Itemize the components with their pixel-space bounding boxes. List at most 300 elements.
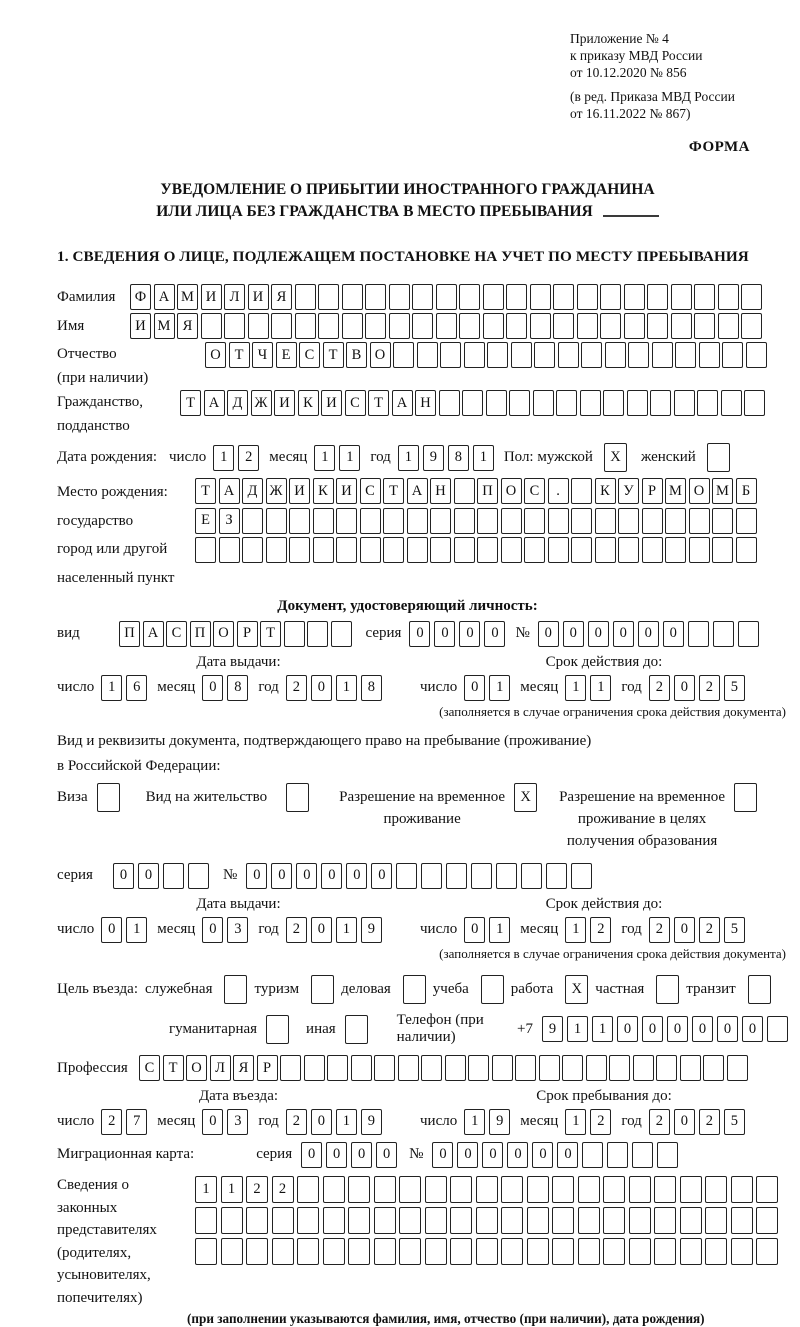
char-box[interactable] [481, 975, 504, 1004]
char-box[interactable]: 2 [590, 1109, 611, 1135]
char-box[interactable] [224, 313, 245, 339]
char-box[interactable]: А [219, 478, 240, 504]
char-box[interactable]: М [665, 478, 686, 504]
char-box[interactable]: А [392, 390, 413, 416]
char-box[interactable] [656, 975, 679, 1004]
char-box[interactable] [665, 537, 686, 563]
char-box[interactable] [195, 1238, 217, 1265]
char-box[interactable]: А [204, 390, 225, 416]
char-box[interactable]: 0 [674, 917, 695, 943]
char-box[interactable]: 0 [717, 1016, 738, 1042]
char-box[interactable] [705, 1176, 727, 1203]
char-box[interactable] [534, 342, 555, 368]
char-box[interactable]: 1 [489, 675, 510, 701]
char-box[interactable]: 0 [557, 1142, 578, 1168]
char-box[interactable] [477, 537, 498, 563]
char-box[interactable] [680, 1207, 702, 1234]
char-box[interactable]: 0 [371, 863, 392, 889]
char-box[interactable] [586, 1055, 607, 1081]
char-box[interactable]: 9 [423, 445, 444, 471]
char-box[interactable]: Т [323, 342, 344, 368]
char-box[interactable]: 0 [326, 1142, 347, 1168]
char-box[interactable] [454, 537, 475, 563]
char-box[interactable] [603, 1238, 625, 1265]
char-box[interactable] [744, 390, 765, 416]
char-box[interactable] [748, 975, 771, 1004]
char-box[interactable] [647, 284, 668, 310]
char-box[interactable] [468, 1055, 489, 1081]
char-box[interactable] [365, 313, 386, 339]
char-box[interactable] [533, 390, 554, 416]
char-box[interactable] [712, 537, 733, 563]
char-box[interactable]: С [345, 390, 366, 416]
char-box[interactable]: 9 [361, 1109, 382, 1135]
char-box[interactable]: 0 [484, 621, 505, 647]
char-box[interactable] [527, 1207, 549, 1234]
char-box[interactable]: 1 [126, 917, 147, 943]
char-box[interactable] [654, 1207, 676, 1234]
char-box[interactable]: 1 [590, 675, 611, 701]
char-box[interactable] [654, 1176, 676, 1203]
char-box[interactable] [671, 284, 692, 310]
char-box[interactable] [562, 1055, 583, 1081]
char-box[interactable] [756, 1176, 778, 1203]
char-box[interactable]: О [205, 342, 226, 368]
char-box[interactable] [527, 1238, 549, 1265]
char-box[interactable]: М [712, 478, 733, 504]
char-box[interactable] [195, 537, 216, 563]
char-box[interactable]: 0 [351, 1142, 372, 1168]
char-box[interactable]: В [346, 342, 367, 368]
char-box[interactable] [530, 284, 551, 310]
char-box[interactable]: Н [430, 478, 451, 504]
char-box[interactable] [383, 537, 404, 563]
char-box[interactable]: 0 [434, 621, 455, 647]
char-box[interactable] [383, 508, 404, 534]
char-box[interactable] [650, 390, 671, 416]
char-box[interactable]: С [166, 621, 187, 647]
char-box[interactable] [694, 313, 715, 339]
char-box[interactable] [578, 1176, 600, 1203]
char-box[interactable]: Т [229, 342, 250, 368]
char-box[interactable] [603, 390, 624, 416]
char-box[interactable]: 0 [432, 1142, 453, 1168]
char-box[interactable]: 0 [113, 863, 134, 889]
char-box[interactable]: 0 [202, 675, 223, 701]
char-box[interactable] [746, 342, 767, 368]
char-box[interactable]: Д [227, 390, 248, 416]
char-box[interactable] [699, 342, 720, 368]
char-box[interactable] [741, 313, 762, 339]
char-box[interactable] [311, 975, 334, 1004]
char-box[interactable] [219, 537, 240, 563]
char-box[interactable] [280, 1055, 301, 1081]
char-box[interactable]: Т [180, 390, 201, 416]
char-box[interactable]: 0 [101, 917, 122, 943]
char-box[interactable]: 1 [565, 1109, 586, 1135]
char-box[interactable] [600, 313, 621, 339]
char-box[interactable] [221, 1207, 243, 1234]
char-box[interactable] [694, 284, 715, 310]
char-box[interactable]: 0 [692, 1016, 713, 1042]
char-box[interactable] [689, 508, 710, 534]
char-box[interactable] [642, 508, 663, 534]
char-box[interactable] [688, 621, 709, 647]
char-box[interactable]: 2 [649, 675, 670, 701]
char-box[interactable]: 0 [246, 863, 267, 889]
char-box[interactable] [266, 537, 287, 563]
char-box[interactable] [331, 621, 352, 647]
char-box[interactable] [633, 1055, 654, 1081]
char-box[interactable] [398, 1055, 419, 1081]
char-box[interactable]: 0 [613, 621, 634, 647]
char-box[interactable]: 2 [272, 1176, 294, 1203]
char-box[interactable]: П [119, 621, 140, 647]
char-box[interactable] [577, 284, 598, 310]
char-box[interactable] [558, 342, 579, 368]
char-box[interactable] [552, 1176, 574, 1203]
char-box[interactable] [246, 1207, 268, 1234]
char-box[interactable]: 0 [563, 621, 584, 647]
char-box[interactable] [603, 1176, 625, 1203]
char-box[interactable] [680, 1055, 701, 1081]
char-box[interactable] [351, 1055, 372, 1081]
char-box[interactable]: М [177, 284, 198, 310]
char-box[interactable]: 0 [311, 675, 332, 701]
char-box[interactable]: Т [163, 1055, 184, 1081]
char-box[interactable] [399, 1176, 421, 1203]
char-box[interactable]: Р [257, 1055, 278, 1081]
char-box[interactable] [421, 1055, 442, 1081]
char-box[interactable] [425, 1238, 447, 1265]
char-box[interactable]: 0 [138, 863, 159, 889]
char-box[interactable]: З [219, 508, 240, 534]
char-box[interactable] [501, 537, 522, 563]
char-box[interactable] [627, 390, 648, 416]
char-box[interactable] [548, 537, 569, 563]
char-box[interactable] [342, 313, 363, 339]
char-box[interactable]: 1 [213, 445, 234, 471]
char-box[interactable] [389, 313, 410, 339]
char-box[interactable]: 1 [567, 1016, 588, 1042]
char-box[interactable] [595, 537, 616, 563]
char-box[interactable] [201, 313, 222, 339]
char-box[interactable] [425, 1207, 447, 1234]
char-box[interactable] [734, 783, 757, 812]
char-box[interactable] [578, 1238, 600, 1265]
char-box[interactable]: X [514, 783, 537, 812]
char-box[interactable]: 5 [724, 675, 745, 701]
char-box[interactable] [476, 1207, 498, 1234]
char-box[interactable]: 1 [592, 1016, 613, 1042]
char-box[interactable] [323, 1238, 345, 1265]
char-box[interactable] [654, 1238, 676, 1265]
char-box[interactable] [501, 1176, 523, 1203]
char-box[interactable]: 8 [361, 675, 382, 701]
char-box[interactable] [609, 1055, 630, 1081]
char-box[interactable]: 2 [286, 917, 307, 943]
char-box[interactable]: Я [271, 284, 292, 310]
char-box[interactable] [450, 1176, 472, 1203]
char-box[interactable] [439, 390, 460, 416]
char-box[interactable]: 0 [202, 1109, 223, 1135]
char-box[interactable] [721, 390, 742, 416]
char-box[interactable]: 2 [590, 917, 611, 943]
char-box[interactable]: И [336, 478, 357, 504]
char-box[interactable] [297, 1176, 319, 1203]
char-box[interactable] [374, 1238, 396, 1265]
char-box[interactable]: Ж [251, 390, 272, 416]
char-box[interactable]: 1 [336, 1109, 357, 1135]
char-box[interactable]: Ф [130, 284, 151, 310]
char-box[interactable] [464, 342, 485, 368]
char-box[interactable]: 0 [464, 917, 485, 943]
char-box[interactable] [295, 313, 316, 339]
char-box[interactable] [476, 1238, 498, 1265]
char-box[interactable] [548, 508, 569, 534]
char-box[interactable]: Ж [266, 478, 287, 504]
char-box[interactable]: 1 [314, 445, 335, 471]
char-box[interactable]: А [407, 478, 428, 504]
char-box[interactable] [756, 1238, 778, 1265]
char-box[interactable]: X [604, 443, 627, 472]
char-box[interactable]: А [154, 284, 175, 310]
char-box[interactable] [539, 1055, 560, 1081]
char-box[interactable] [445, 1055, 466, 1081]
char-box[interactable]: О [213, 621, 234, 647]
char-box[interactable] [224, 975, 247, 1004]
char-box[interactable] [577, 313, 598, 339]
char-box[interactable] [629, 1238, 651, 1265]
char-box[interactable] [736, 537, 757, 563]
char-box[interactable] [553, 284, 574, 310]
char-box[interactable] [403, 975, 426, 1004]
char-box[interactable] [674, 390, 695, 416]
char-box[interactable] [360, 537, 381, 563]
char-box[interactable] [680, 1238, 702, 1265]
char-box[interactable] [665, 508, 686, 534]
char-box[interactable] [571, 508, 592, 534]
char-box[interactable] [496, 863, 517, 889]
char-box[interactable] [718, 284, 739, 310]
char-box[interactable] [450, 1207, 472, 1234]
char-box[interactable] [297, 1238, 319, 1265]
char-box[interactable] [246, 1238, 268, 1265]
char-box[interactable] [628, 342, 649, 368]
char-box[interactable]: Л [224, 284, 245, 310]
char-box[interactable] [454, 478, 475, 504]
char-box[interactable] [289, 508, 310, 534]
char-box[interactable]: Р [237, 621, 258, 647]
char-box[interactable] [318, 284, 339, 310]
char-box[interactable]: К [313, 478, 334, 504]
char-box[interactable]: 0 [457, 1142, 478, 1168]
char-box[interactable]: 9 [542, 1016, 563, 1042]
char-box[interactable] [556, 390, 577, 416]
char-box[interactable]: Б [736, 478, 757, 504]
char-box[interactable] [297, 1207, 319, 1234]
char-box[interactable] [546, 863, 567, 889]
char-box[interactable]: 0 [311, 1109, 332, 1135]
char-box[interactable] [552, 1207, 574, 1234]
char-box[interactable] [348, 1176, 370, 1203]
char-box[interactable]: 1 [464, 1109, 485, 1135]
char-box[interactable]: И [321, 390, 342, 416]
char-box[interactable] [705, 1207, 727, 1234]
char-box[interactable] [483, 313, 504, 339]
char-box[interactable] [618, 508, 639, 534]
char-box[interactable]: С [139, 1055, 160, 1081]
char-box[interactable] [417, 342, 438, 368]
char-box[interactable] [396, 863, 417, 889]
char-box[interactable] [374, 1176, 396, 1203]
char-box[interactable] [703, 1055, 724, 1081]
char-box[interactable] [652, 342, 673, 368]
char-box[interactable]: 1 [336, 675, 357, 701]
char-box[interactable]: 0 [674, 1109, 695, 1135]
char-box[interactable]: 3 [227, 1109, 248, 1135]
char-box[interactable]: 1 [565, 917, 586, 943]
char-box[interactable] [407, 508, 428, 534]
char-box[interactable] [446, 863, 467, 889]
char-box[interactable]: 1 [565, 675, 586, 701]
char-box[interactable] [705, 1238, 727, 1265]
char-box[interactable] [580, 390, 601, 416]
char-box[interactable] [595, 508, 616, 534]
char-box[interactable]: 0 [296, 863, 317, 889]
char-box[interactable] [624, 284, 645, 310]
char-box[interactable]: И [201, 284, 222, 310]
char-box[interactable]: Я [177, 313, 198, 339]
char-box[interactable] [477, 508, 498, 534]
char-box[interactable]: 2 [286, 1109, 307, 1135]
char-box[interactable] [524, 508, 545, 534]
char-box[interactable] [221, 1238, 243, 1265]
char-box[interactable] [722, 342, 743, 368]
char-box[interactable] [501, 1207, 523, 1234]
char-box[interactable]: 5 [724, 1109, 745, 1135]
char-box[interactable] [318, 313, 339, 339]
char-box[interactable]: 2 [246, 1176, 268, 1203]
char-box[interactable]: Е [276, 342, 297, 368]
char-box[interactable]: 0 [642, 1016, 663, 1042]
char-box[interactable]: 2 [101, 1109, 122, 1135]
char-box[interactable]: Я [233, 1055, 254, 1081]
char-box[interactable]: О [501, 478, 522, 504]
char-box[interactable] [430, 508, 451, 534]
char-box[interactable] [188, 863, 209, 889]
char-box[interactable] [553, 313, 574, 339]
char-box[interactable] [713, 621, 734, 647]
char-box[interactable] [521, 863, 542, 889]
char-box[interactable]: 9 [489, 1109, 510, 1135]
char-box[interactable] [767, 1016, 788, 1042]
char-box[interactable] [689, 537, 710, 563]
char-box[interactable] [97, 783, 120, 812]
char-box[interactable] [680, 1176, 702, 1203]
char-box[interactable] [731, 1207, 753, 1234]
char-box[interactable] [323, 1176, 345, 1203]
char-box[interactable] [436, 313, 457, 339]
char-box[interactable]: 1 [473, 445, 494, 471]
char-box[interactable] [629, 1207, 651, 1234]
char-box[interactable] [295, 284, 316, 310]
char-box[interactable]: Т [260, 621, 281, 647]
char-box[interactable] [304, 1055, 325, 1081]
char-box[interactable]: 8 [227, 675, 248, 701]
char-box[interactable] [632, 1142, 653, 1168]
char-box[interactable] [336, 537, 357, 563]
char-box[interactable] [266, 1015, 289, 1044]
char-box[interactable] [731, 1176, 753, 1203]
char-box[interactable]: 2 [649, 917, 670, 943]
char-box[interactable] [731, 1238, 753, 1265]
char-box[interactable] [374, 1207, 396, 1234]
char-box[interactable]: 0 [376, 1142, 397, 1168]
char-box[interactable]: 0 [311, 917, 332, 943]
char-box[interactable] [530, 313, 551, 339]
char-box[interactable] [647, 313, 668, 339]
char-box[interactable] [582, 1142, 603, 1168]
char-box[interactable]: Ч [252, 342, 273, 368]
char-box[interactable]: 0 [674, 675, 695, 701]
char-box[interactable]: 5 [724, 917, 745, 943]
char-box[interactable] [515, 1055, 536, 1081]
char-box[interactable] [327, 1055, 348, 1081]
char-box[interactable]: 6 [126, 675, 147, 701]
char-box[interactable] [605, 342, 626, 368]
char-box[interactable]: Т [368, 390, 389, 416]
char-box[interactable]: С [360, 478, 381, 504]
char-box[interactable]: О [370, 342, 391, 368]
char-box[interactable]: У [618, 478, 639, 504]
char-box[interactable] [365, 284, 386, 310]
char-box[interactable]: Т [383, 478, 404, 504]
char-box[interactable] [399, 1238, 421, 1265]
char-box[interactable]: 2 [238, 445, 259, 471]
char-box[interactable] [483, 284, 504, 310]
char-box[interactable] [345, 1015, 368, 1044]
char-box[interactable] [756, 1207, 778, 1234]
char-box[interactable]: О [186, 1055, 207, 1081]
char-box[interactable] [578, 1207, 600, 1234]
char-box[interactable] [607, 1142, 628, 1168]
char-box[interactable]: 0 [617, 1016, 638, 1042]
char-box[interactable]: Е [195, 508, 216, 534]
char-box[interactable] [348, 1207, 370, 1234]
char-box[interactable] [374, 1055, 395, 1081]
char-box[interactable] [342, 284, 363, 310]
char-box[interactable]: 1 [489, 917, 510, 943]
char-box[interactable]: 0 [538, 621, 559, 647]
char-box[interactable] [727, 1055, 748, 1081]
char-box[interactable]: 0 [742, 1016, 763, 1042]
char-box[interactable] [242, 508, 263, 534]
char-box[interactable]: И [289, 478, 310, 504]
char-box[interactable]: К [298, 390, 319, 416]
char-box[interactable] [629, 1176, 651, 1203]
char-box[interactable] [476, 1176, 498, 1203]
char-box[interactable]: 1 [336, 917, 357, 943]
char-box[interactable] [459, 284, 480, 310]
char-box[interactable] [313, 508, 334, 534]
char-box[interactable] [323, 1207, 345, 1234]
char-box[interactable] [486, 390, 507, 416]
char-box[interactable] [675, 342, 696, 368]
char-box[interactable] [571, 863, 592, 889]
char-box[interactable] [272, 1207, 294, 1234]
char-box[interactable]: П [190, 621, 211, 647]
